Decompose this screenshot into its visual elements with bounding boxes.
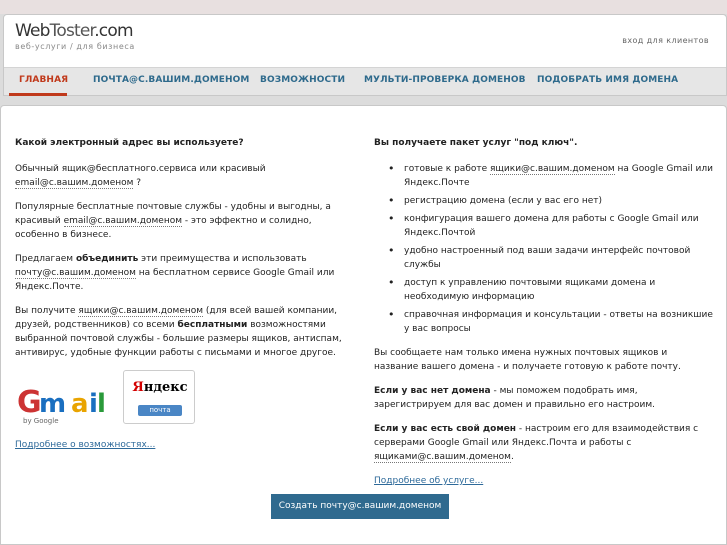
site-logo[interactable] xyxy=(15,21,135,51)
list-item: • доступ к управлению почтовыми ящиками домена и необходимую информацию xyxy=(388,276,714,304)
right-heading: Вы получаете пакет услуг "под ключ". xyxy=(374,138,578,148)
logo-tagline: веб-услуги / для бизнеса xyxy=(15,42,135,51)
right-paragraph-1: Вы сообщаете нам только имена нужных почтовых ящиков и название вашего домена - и получаете готовую к работе почту. xyxy=(374,348,681,372)
logo-wordmark: WebToster.com xyxy=(15,21,133,41)
list-item: • конфигурация вашего домена для работы с Google Gmail или Яндекс.Почтой xyxy=(388,212,714,240)
left-heading: Какой электронный адрес вы используете? xyxy=(15,138,244,148)
list-item: • удобно настроенный под ваши задачи интерфейс почтовой службы xyxy=(388,244,714,272)
nav-item-home[interactable]: ГЛАВНАЯ xyxy=(19,75,69,85)
list-item: • готовые к работе ящики@с.вашим.доменом на Google Gmail или Яндекс.Почте xyxy=(388,162,714,190)
right-paragraph-3: Если у вас есть свой домен - настроим его для взаимодействия с серверами Google Gmail или Яндекс.Почта и работы с ящиками@с.вашим.доменом. xyxy=(374,424,699,462)
nav-item-mail[interactable]: ПОЧТА@С.ВАШИМ.ДОМЕНОМ xyxy=(93,75,250,85)
svg-text:by Google: by Google xyxy=(23,417,59,425)
left-paragraph-4: Вы получите ящики@с.вашим.доменом (для всей вашей компании, друзей, родственников) со всеми бесплатными возможностями выбранной почтовой службы - большие размеры ящиков, антиспам, антивирус, удобные функции работы с письмами и многое другое. xyxy=(15,306,342,358)
gmail-logo[interactable] xyxy=(15,378,115,428)
top-band xyxy=(0,0,727,14)
main-nav xyxy=(4,67,726,95)
service-bullet-list xyxy=(388,162,714,336)
yandex-mail-logo[interactable] xyxy=(123,370,195,424)
svg-text:G: G xyxy=(17,385,42,420)
nav-item-multi-check[interactable]: МУЛЬТИ-ПРОВЕРКА ДОМЕНОВ xyxy=(364,75,526,85)
service-more-link[interactable]: Подробнее об услуге... xyxy=(374,476,484,486)
svg-text:i: i xyxy=(89,389,98,419)
nav-item-domain-picker[interactable]: ПОДОБРАТЬ ИМЯ ДОМЕНА xyxy=(537,75,679,85)
features-more-link[interactable]: Подробнее о возможностях... xyxy=(15,440,156,450)
list-item: • справочная информация и консультации - ответы на возникшие у вас вопросы xyxy=(388,308,714,336)
right-paragraph-2: Если у вас нет домена - мы поможем подобрать имя, зарегистрируем для вас домен и правильно его настроим. xyxy=(374,386,656,410)
main-content xyxy=(0,105,727,545)
nav-item-features[interactable]: ВОЗМОЖНОСТИ xyxy=(260,75,346,85)
svg-text:m: m xyxy=(39,389,67,419)
client-login-link[interactable]: вход для клиентов xyxy=(622,36,709,45)
yandex-pochta-badge: почта xyxy=(138,405,182,416)
left-column xyxy=(15,136,351,452)
right-column xyxy=(374,136,714,488)
svg-text:a: a xyxy=(71,389,89,419)
svg-text:l: l xyxy=(97,389,106,419)
create-mail-button[interactable]: Создать почту@с.вашим.доменом xyxy=(271,494,449,519)
site-header xyxy=(3,14,727,96)
left-paragraph-3: Предлагаем объединить эти преимущества и использовать почту@с.вашим.доменом на бесплатном сервисе Google Gmail или Яндекс.Почте. xyxy=(15,254,335,292)
yandex-wordmark: Яндекс xyxy=(132,380,188,395)
service-logos xyxy=(15,370,351,432)
list-item: • регистрацию домена (если у вас его нет) xyxy=(388,194,714,208)
active-tab-indicator xyxy=(9,93,67,96)
left-paragraph-2: Популярные бесплатные почтовые службы - удобны и выгодны, а красивый email@с.вашим.доменом - это эффектно и солидно, особенно в бизнесе. xyxy=(15,202,331,240)
left-paragraph-1: Обычный ящик@бесплатного.сервиса или красивый email@с.вашим.доменом ? xyxy=(15,164,266,188)
